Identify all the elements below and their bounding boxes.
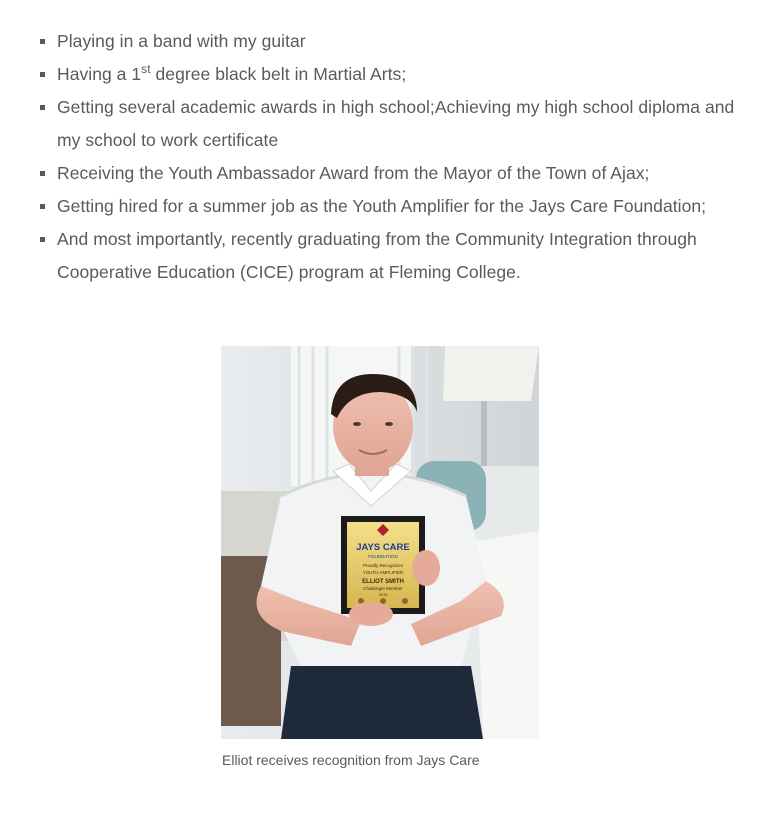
svg-text:Challenger Member: Challenger Member	[363, 586, 403, 591]
list-item: Having a 1st degree black belt in Martial Arts;	[40, 58, 750, 91]
photo-caption: Elliot receives recognition from Jays Care	[222, 752, 480, 768]
svg-text:Proudly Recognizes: Proudly Recognizes	[362, 563, 404, 568]
bullet-icon	[40, 237, 45, 242]
svg-text:FOUNDATION: FOUNDATION	[368, 554, 398, 559]
photo-illustration	[221, 346, 539, 739]
bullet-icon	[40, 171, 45, 176]
bullet-icon	[40, 39, 45, 44]
list-item: Receiving the Youth Ambassador Award from the Mayor of the Town of Ajax;	[40, 157, 750, 190]
list-item: And most importantly, recently graduating from the Community Integration through Cooperative Education (CICE) program at Fleming College.	[40, 223, 750, 289]
svg-text:2019: 2019	[378, 592, 388, 597]
list-item: Playing in a band with my guitar	[40, 25, 750, 58]
award-photo	[221, 346, 539, 739]
achievements-list	[40, 25, 750, 289]
list-item: Getting hired for a summer job as the Youth Amplifier for the Jays Care Foundation;	[40, 190, 750, 223]
bullet-icon	[40, 204, 45, 209]
bullet-icon	[40, 105, 45, 110]
bullet-icon	[40, 72, 45, 77]
svg-text:YOUTH AMPLIFIER: YOUTH AMPLIFIER	[362, 570, 404, 575]
svg-text:ELLIOT SMITH: ELLIOT SMITH	[362, 579, 404, 585]
list-item: Getting several academic awards in high school;Achieving my high school diploma and my school to work certificate	[40, 91, 750, 157]
svg-text:JAYS CARE: JAYS CARE	[356, 542, 410, 553]
